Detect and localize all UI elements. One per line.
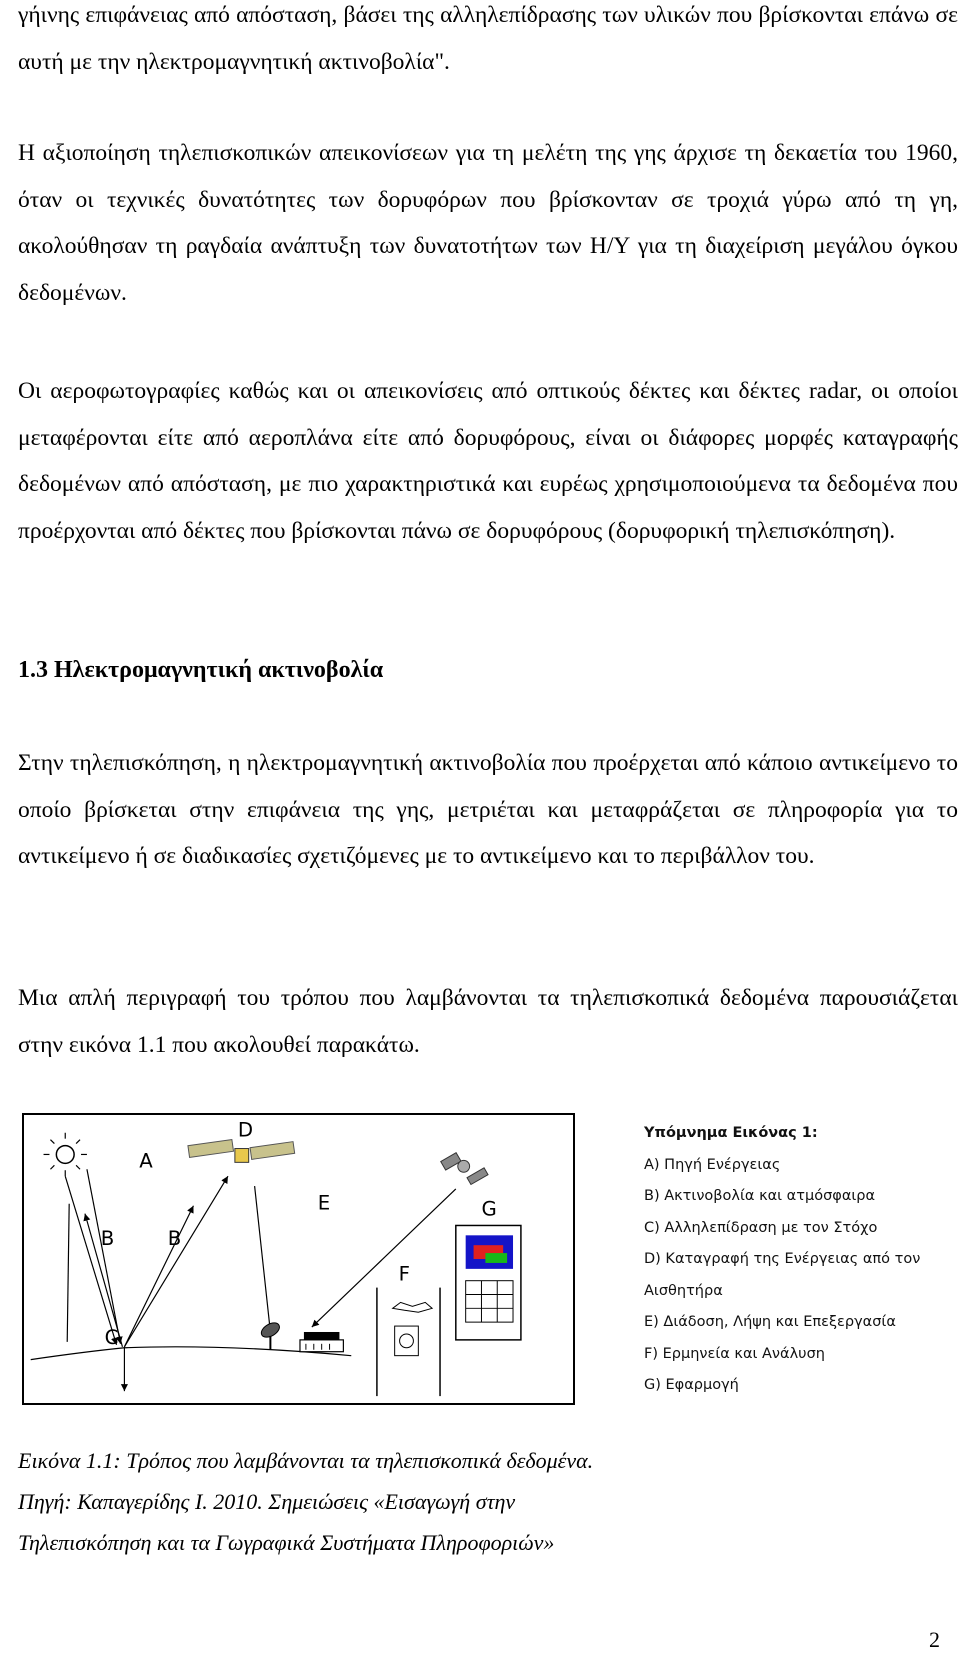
downlink-ray <box>312 1189 456 1327</box>
figure-caption <box>18 1440 958 1563</box>
sun-icon <box>44 1133 87 1176</box>
radiation-ray <box>67 1204 69 1342</box>
legend-item: E) Διάδοση, Λήψη και Επεξεργασία <box>644 1314 896 1330</box>
building-icon <box>300 1332 343 1352</box>
label-g: G <box>481 1197 497 1221</box>
antenna-icon <box>259 1320 282 1350</box>
paragraph-1: γήινης επιφάνειας από απόσταση, βάσει της αλληλεπίδρασης των υλικών που βρίσκονται επάνω σε αυτή με την ηλεκτρομαγνητική ακτινοβολία". <box>18 2 958 75</box>
caption-line-2: Πηγή: Καπαγερίδης Ι. 2010. Σημειώσεις «Εισαγωγή στην <box>18 1489 516 1514</box>
caption-line-3: Τηλεπισκόπηση και τα Γωγραφικά Συστήματα Πληροφοριών» <box>18 1530 555 1555</box>
satellite-icon <box>441 1153 488 1185</box>
label-d: D <box>237 1118 254 1142</box>
application-panel <box>456 1225 521 1339</box>
remote-sensing-diagram <box>24 1115 573 1403</box>
legend-item: G) Εφαρμογή <box>644 1377 739 1393</box>
paragraph-3: Οι αεροφωτογραφίες καθώς και οι απεικονίσεις από οπτικούς δέκτες και δέκτες radar, οι οποίοι μεταφέρονται είτε από αεροπλάνα είτε από δορυφόρους, είναι οι διάφορες μορφές καταγραφής δεδομένων από απόσταση, με πιο χαρακτηριστικά και ευρέως χρησιμοποιούμενα τα δεδομένα που προέρχονται από δέκτες που βρίσκονται πάνω σε δορυφόρους (δορυφορική τηλεπισκόπηση). <box>18 378 958 544</box>
legend-item: F) Ερμηνεία και Ανάλυση <box>644 1345 825 1362</box>
reflected-ray <box>124 1206 193 1347</box>
label-a: A <box>139 1149 153 1173</box>
legend-item: D) Καταγραφή της Ενέργειας από τον <box>644 1251 921 1267</box>
interpretation-panel <box>377 1288 440 1396</box>
radiation-ray <box>87 1169 121 1344</box>
legend-item: C) Αλληλεπίδραση με τον Στόχο <box>644 1219 878 1236</box>
paragraph-5: Μια απλή περιγραφή του τρόπου που λαμβάνονται τα τηλεπισκοπικά δεδομένα παρουσιάζεται στην εικόνα 1.1 που ακολουθεί παρακάτω. <box>18 985 958 1058</box>
label-b1: B <box>100 1227 115 1251</box>
figure-legend <box>644 1118 960 1402</box>
label-f: F <box>398 1262 410 1286</box>
downlink-ray <box>255 1186 271 1332</box>
label-b2: B <box>167 1227 182 1251</box>
reflected-ray <box>124 1176 228 1347</box>
page-number: 2 <box>929 1627 940 1652</box>
legend-item: Β) Ακτινοβολία και ατμόσφαιρα <box>644 1188 876 1204</box>
legend-title: Υπόμνημα Εικόνας 1: <box>644 1125 818 1141</box>
radiation-ray <box>65 1176 116 1345</box>
section-heading: 1.3 Ηλεκτρομαγνητική ακτινοβολία <box>18 657 384 683</box>
caption-line-1: Εικόνα 1.1: Τρόπος που λαμβάνονται τα τηλεπισκοπικά δεδομένα. <box>18 1448 594 1473</box>
legend-item: Α) Πηγή Ενέργειας <box>644 1156 781 1173</box>
remote-sensing-figure <box>22 1113 575 1405</box>
label-c: C <box>104 1325 119 1349</box>
paragraph-2: Η αξιοποίηση τηλεπισκοπικών απεικονίσεων για τη μελέτη της γης άρχισε τη δεκαετία του 1960, όταν οι τεχνικές δυνατότητες των δορυφόρων που βρίσκονταν σε τροχιά γύρω από τη γη, ακολούθησαν τη ραγδαία ανάπτυξη των δυνατοτήτων των Η/Υ για τη διαχείριση μεγάλου όγκου δεδομένων. <box>18 140 958 306</box>
satellite-icon <box>188 1140 295 1163</box>
legend-item: Αισθητήρα <box>644 1282 723 1299</box>
paragraph-4: Στην τηλεπισκόπηση, η ηλεκτρομαγνητική ακτινοβολία που προέρχεται από κάποιο αντικείμενο το οποίο βρίσκεται στην επιφάνεια της γης, μετριέται και μεταφράζεται σε πληροφορία για το αντικείμενο ή σε διαδικασίες σχετιζόμενες με το αντικείμενο και το περιβάλλον του. <box>18 750 958 869</box>
label-e: E <box>317 1191 331 1215</box>
